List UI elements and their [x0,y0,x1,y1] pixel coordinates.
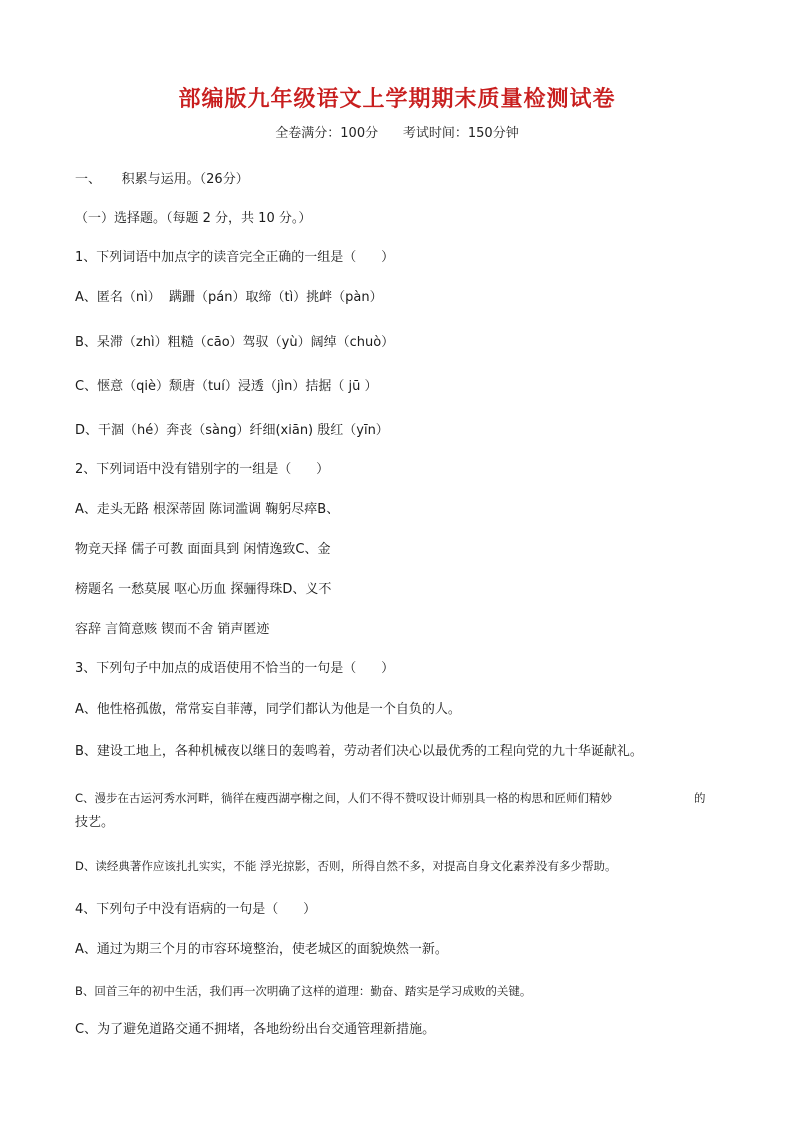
question-1-option-b: B、呆滞（zhì）粗糙（cāo）驾驭（yù）阔绰（chuò） [75,335,395,350]
question-3-option-c: C、漫步在古运河秀水河畔，徜徉在瘦西湖亭榭之间，人们不得不赞叹设计师别具一格的构思和匠师们精妙 [75,791,613,805]
question-2-line-1: A、走头无路 根深蒂固 陈词滥调 鞠躬尽瘁B、 [75,502,340,517]
question-3-option-c-tail: 的 [694,791,706,805]
question-1-option-d: D、干涸（hé）奔丧（sàng）纤细(xiān) 殷红（yīn） [75,423,389,438]
question-4-stem: 4、下列句子中没有语病的一句是（ ） [75,902,317,917]
section-heading: 一、 积累与运用。（26分） [75,172,249,187]
question-2-line-3: 榜题名 一愁莫展 呕心历血 探骊得珠D、义不 [75,582,332,597]
exam-info: 全卷满分：100分 考试时间：150分钟 [275,126,519,141]
question-1-option-a: A、匿名（nì） 蹒跚（pán）取缔（tì）挑衅（pàn） [75,290,383,305]
question-2-stem: 2、下列词语中没有错别字的一组是（ ） [75,462,330,477]
page-title: 部编版九年级语文上学期期末质量检测试卷 [178,87,616,112]
question-3-option-d: D、读经典著作应该扎扎实实，不能 浮光掠影，否则，所得自然不多，对提高自身文化素养没有多少帮助。 [75,859,617,873]
question-2-line-2: 物竞天择 儒子可教 面面具到 闲情逸致C、金 [75,542,331,557]
question-3-option-b: B、建设工地上，各种机械夜以继日的轰鸣着，劳动者们决心以最优秀的工程向党的九十华诞献礼。 [75,744,643,759]
question-3-option-a: A、他性格孤傲，常常妄自菲薄，同学们都认为他是一个自负的人。 [75,702,461,717]
question-4-option-a: A、通过为期三个月的市容环境整治，使老城区的面貌焕然一新。 [75,942,448,957]
question-3-stem: 3、下列句子中加点的成语使用不恰当的一句是（ ） [75,661,395,676]
question-1-option-c: C、惬意（qiè）颓唐（tuí）浸透（jìn）拮据（ jū ） [75,379,378,394]
question-3-option-c-cont: 技艺。 [75,815,115,830]
sub-section-heading: （一）选择题。（每题 2 分，共 10 分。） [75,211,312,226]
question-2-line-4: 容辞 言简意赅 锲而不舍 销声匿迹 [75,622,270,637]
question-4-option-c: C、为了避免道路交通不拥堵，各地纷纷出台交通管理新措施。 [75,1022,436,1037]
question-4-option-b: B、回首三年的初中生活，我们再一次明确了这样的道理：勤奋、踏实是学习成败的关键。 [75,984,532,998]
question-1-stem: 1、下列词语中加点字的读音完全正确的一组是（ ） [75,250,395,265]
